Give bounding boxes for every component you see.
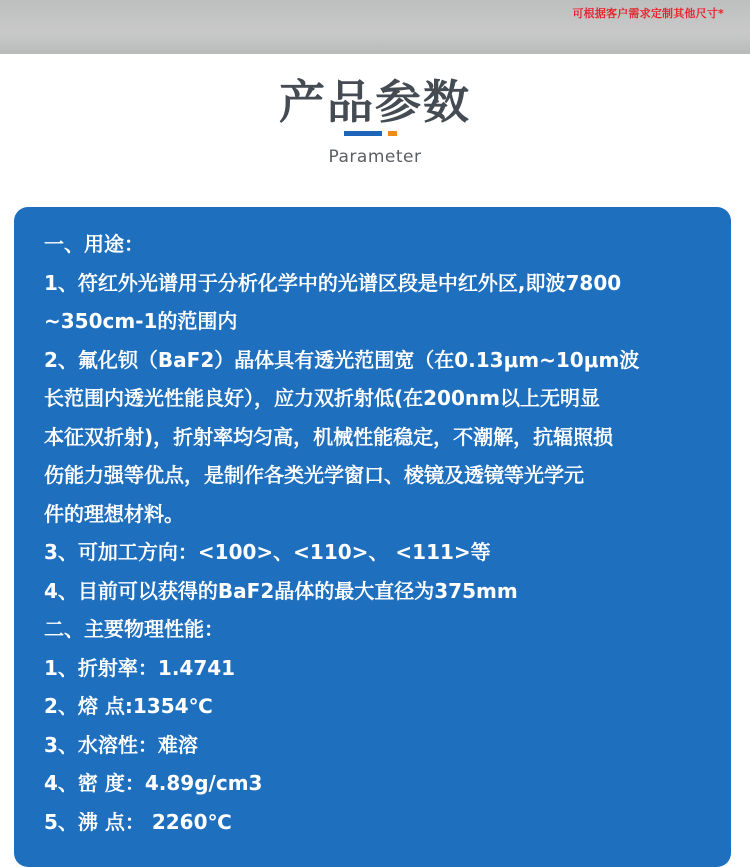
underline-orange-bar bbox=[388, 131, 397, 136]
text-line: 3、可加工方向：<100>、<110>、 <111>等 bbox=[44, 540, 491, 564]
text-line: 伤能力强等优点，是制作各类光学窗口、棱镜及透镜等光学元 bbox=[44, 463, 584, 487]
text-line: ~350cm-1的范围内 bbox=[44, 309, 238, 333]
text-line: 4、目前可以获得的BaF2晶体的最大直径为375mm bbox=[44, 578, 518, 603]
section-heading-usage: 一、用途： bbox=[44, 232, 144, 256]
top-banner-strip bbox=[0, 0, 750, 54]
text-line: 2、氟化钡（BaF2）晶体具有透光范围宽（在0.13μm~10μm波 bbox=[44, 347, 640, 372]
underline-blue-bar bbox=[344, 131, 382, 136]
parameter-text bbox=[44, 225, 714, 841]
text-line: 长范围内透光性能良好），应力双折射低(在200nm以上无明显 bbox=[44, 386, 600, 410]
property-refractive-index: 1、折射率：1.4741 bbox=[44, 655, 236, 680]
property-water-solubility: 3、水溶性：难溶 bbox=[44, 732, 198, 757]
text-line: 1、符红外光谱用于分析化学中的光谱区段是中红外区,即波7800 bbox=[44, 270, 622, 295]
property-melting-point: 2、熔 点:1354℃ bbox=[44, 694, 213, 718]
page-subtitle: Parameter bbox=[328, 147, 422, 167]
text-line: 件的理想材料。 bbox=[44, 501, 184, 526]
custom-size-note: 可根据客户需求定制其他尺寸* bbox=[572, 7, 724, 20]
section-heading-physical-properties: 二、主要物理性能： bbox=[44, 617, 224, 641]
property-boiling-point: 5、沸 点： 2260℃ bbox=[44, 809, 232, 834]
page-title: 产品参数 bbox=[279, 75, 471, 129]
property-density: 4、密 度：4.89g/cm3 bbox=[44, 771, 263, 795]
text-line: 本征双折射)，折射率均匀高，机械性能稳定，不潮解，抗辐照损 bbox=[44, 424, 614, 449]
